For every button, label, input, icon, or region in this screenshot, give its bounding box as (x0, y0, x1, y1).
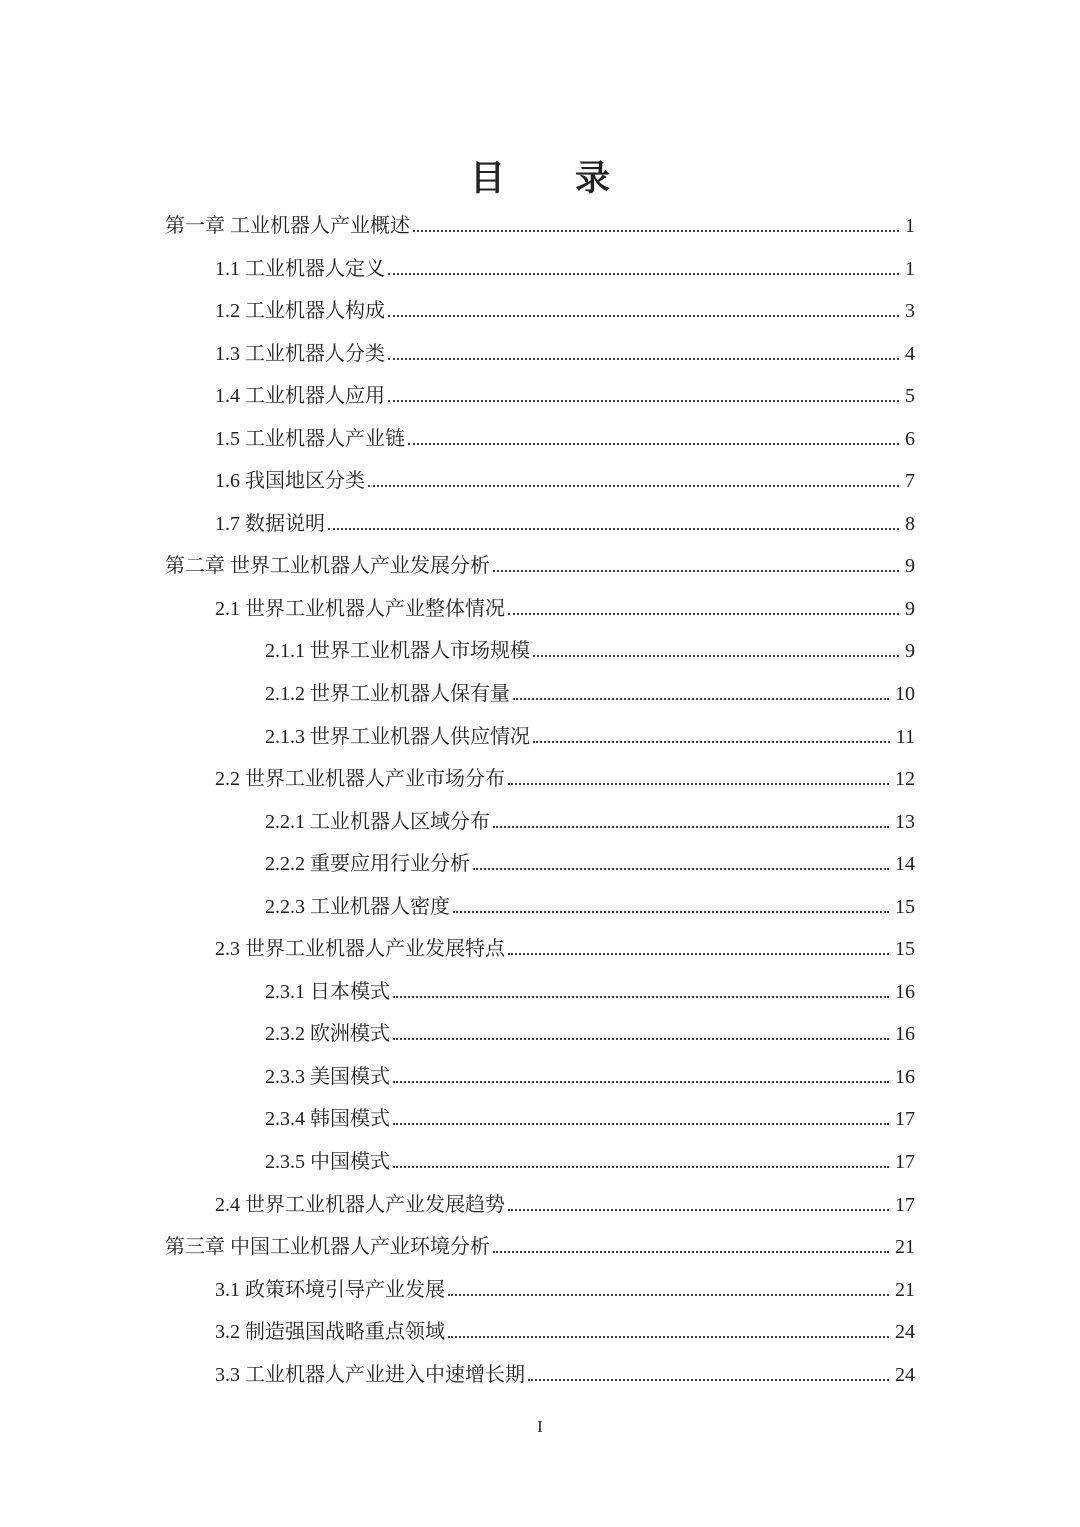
toc-entry-page-number: 14 (895, 853, 915, 876)
toc-entry-page-number: 15 (895, 895, 915, 918)
toc-entry-label: 3.1 政策环境引导产业发展 (215, 1278, 445, 1301)
toc-dot-leader (413, 228, 899, 232)
toc-entry (165, 843, 915, 886)
toc-entry-label: 2.2.1 工业机器人区域分布 (265, 810, 490, 833)
toc-entry-label: 1.6 我国地区分类 (215, 470, 365, 493)
toc-dot-leader (473, 866, 889, 870)
toc-entry (165, 1056, 915, 1099)
toc-dot-leader (493, 568, 899, 572)
toc-entry (165, 1269, 915, 1312)
toc-entry-label: 第一章 工业机器人产业概述 (165, 215, 410, 237)
toc-entry-page-number: 21 (895, 1236, 915, 1259)
toc-entry (165, 1141, 915, 1184)
toc-entry-page-number: 7 (905, 470, 915, 493)
toc-entry-page-number: 1 (905, 215, 915, 237)
toc-entry-page-number: 9 (905, 597, 915, 620)
toc-dot-leader (393, 1164, 889, 1168)
toc-entry (165, 673, 915, 716)
toc-entry (165, 545, 915, 588)
toc-entry-page-number: 10 (895, 683, 915, 706)
toc-entry (165, 1226, 915, 1269)
toc-dot-leader (508, 951, 889, 955)
toc-dot-leader (508, 1207, 889, 1211)
toc-entry (165, 290, 915, 333)
toc-dot-leader (493, 824, 889, 828)
toc-entry (165, 801, 915, 844)
toc-dot-leader (528, 1377, 889, 1381)
toc-dot-leader (388, 271, 899, 275)
toc-entry (165, 971, 915, 1014)
toc-dot-leader (508, 611, 899, 615)
toc-entry (165, 1013, 915, 1056)
toc-entry-label: 2.1 世界工业机器人产业整体情况 (215, 597, 505, 620)
toc-entry (165, 758, 915, 801)
toc-entry-page-number: 9 (905, 640, 915, 663)
toc-dot-leader (533, 653, 899, 657)
toc-entry-page-number: 5 (905, 385, 915, 408)
toc-dot-leader (508, 781, 889, 785)
toc-entry (165, 588, 915, 631)
toc-dot-leader (408, 441, 899, 445)
toc-dot-leader (388, 398, 899, 402)
toc-list (165, 205, 915, 1396)
toc-entry (165, 1184, 915, 1227)
toc-entry (165, 630, 915, 673)
toc-entry-label: 3.2 制造强国战略重点领域 (215, 1321, 445, 1344)
toc-dot-leader (388, 356, 899, 360)
toc-entry-label: 2.2.3 工业机器人密度 (265, 895, 450, 918)
toc-entry-label: 2.1.2 世界工业机器人保有量 (265, 683, 510, 706)
page-title: 目 录 (469, 159, 610, 198)
toc-entry-page-number: 1 (905, 257, 915, 280)
toc-entry-page-number: 24 (895, 1363, 915, 1386)
toc-entry-label: 1.4 工业机器人应用 (215, 385, 385, 408)
toc-entry-page-number: 12 (895, 768, 915, 791)
toc-entry-label: 2.3.5 中国模式 (265, 1151, 390, 1174)
toc-entry-label: 2.2 世界工业机器人产业市场分布 (215, 768, 505, 791)
toc-entry (165, 716, 915, 759)
toc-dot-leader (448, 1292, 889, 1296)
footer-page-number: I (537, 1417, 543, 1436)
toc-entry-label: 2.4 世界工业机器人产业发展趋势 (215, 1193, 505, 1216)
toc-entry (165, 460, 915, 503)
toc-entry-page-number: 17 (895, 1151, 915, 1174)
toc-entry-label: 1.1 工业机器人定义 (215, 257, 385, 280)
toc-entry (165, 418, 915, 461)
toc-entry-label: 2.3.1 日本模式 (265, 980, 390, 1003)
toc-entry-label: 2.3.2 欧洲模式 (265, 1023, 390, 1046)
toc-entry (165, 1354, 915, 1397)
toc-entry-label: 2.2.2 重要应用行业分析 (265, 853, 470, 876)
toc-dot-leader (393, 1036, 889, 1040)
toc-entry-label: 3.3 工业机器人产业进入中速增长期 (215, 1363, 525, 1386)
toc-entry (165, 1098, 915, 1141)
toc-dot-leader (453, 909, 889, 913)
toc-entry (165, 205, 915, 248)
toc-dot-leader (533, 739, 890, 743)
toc-entry-page-number: 24 (895, 1321, 915, 1344)
toc-dot-leader (393, 1079, 889, 1083)
toc-entry (165, 1311, 915, 1354)
toc-entry-page-number: 15 (895, 938, 915, 961)
toc-dot-leader (328, 526, 899, 530)
toc-entry-label: 第二章 世界工业机器人产业发展分析 (165, 555, 490, 578)
toc-entry-label: 2.3.3 美国模式 (265, 1065, 390, 1088)
toc-entry-label: 第三章 中国工业机器人产业环境分析 (165, 1236, 490, 1259)
toc-entry-page-number: 17 (895, 1193, 915, 1216)
toc-entry-page-number: 16 (895, 1023, 915, 1046)
toc-entry-label: 2.1.3 世界工业机器人供应情况 (265, 725, 530, 748)
toc-entry (165, 375, 915, 418)
toc-entry-page-number: 13 (895, 810, 915, 833)
toc-entry-label: 1.3 工业机器人分类 (215, 342, 385, 365)
toc-entry-label: 1.5 工业机器人产业链 (215, 427, 405, 450)
toc-entry (165, 333, 915, 376)
toc-entry (165, 503, 915, 546)
toc-entry-label: 2.3.4 韩国模式 (265, 1108, 390, 1131)
toc-entry-page-number: 11 (895, 725, 915, 748)
toc-dot-leader (448, 1334, 889, 1338)
toc-dot-leader (388, 313, 899, 317)
toc-dot-leader (393, 994, 889, 998)
toc-entry-page-number: 16 (895, 1065, 915, 1088)
toc-entry-label: 1.7 数据说明 (215, 512, 325, 535)
toc-entry-page-number: 21 (895, 1278, 915, 1301)
toc-entry-page-number: 6 (905, 427, 915, 450)
toc-dot-leader (513, 696, 889, 700)
toc-entry-label: 2.1.1 世界工业机器人市场规模 (265, 640, 530, 663)
toc-entry (165, 248, 915, 291)
toc-entry-label: 2.3 世界工业机器人产业发展特点 (215, 938, 505, 961)
toc-entry (165, 928, 915, 971)
toc-dot-leader (368, 483, 899, 487)
toc-dot-leader (493, 1249, 889, 1253)
toc-entry-page-number: 17 (895, 1108, 915, 1131)
toc-entry-page-number: 9 (905, 555, 915, 578)
toc-entry-page-number: 16 (895, 980, 915, 1003)
toc-entry (165, 886, 915, 929)
toc-entry-page-number: 3 (905, 300, 915, 323)
toc-entry-page-number: 8 (905, 512, 915, 535)
toc-entry-label: 1.2 工业机器人构成 (215, 300, 385, 323)
toc-dot-leader (393, 1121, 889, 1125)
toc-entry-page-number: 4 (905, 342, 915, 365)
